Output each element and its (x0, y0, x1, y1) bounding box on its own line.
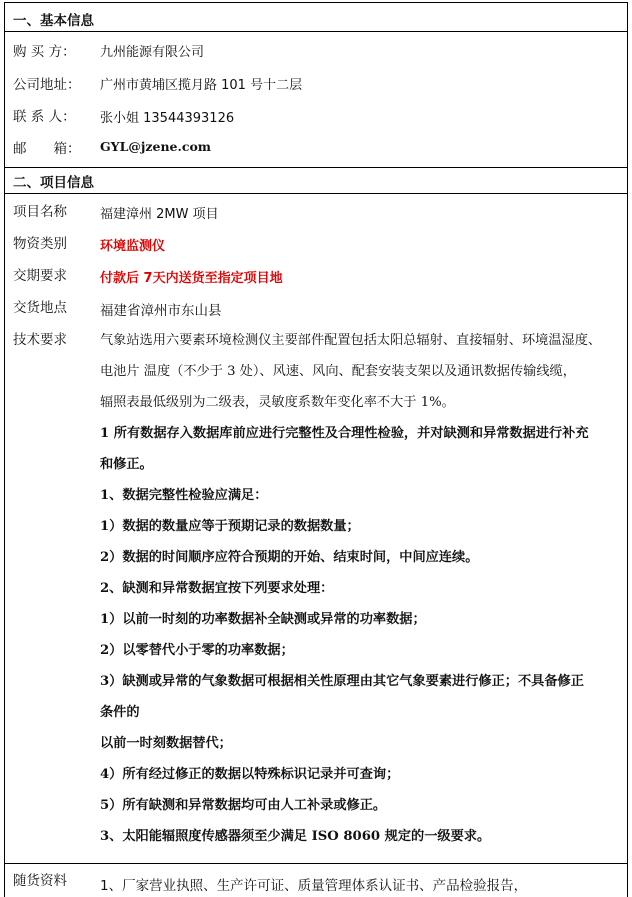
docs-label: 随货资料 (13, 873, 67, 889)
tech-line: 1 所有数据存入数据库前应进行完整性及合理性检验，并对缺测和异常数据进行补充 (100, 426, 589, 441)
tech-line: 3、太阳能辐照度传感器须至少满足 ISO 8060 规定的一级要求。 (100, 829, 491, 844)
tech-line: 4）所有经过修正的数据以特殊标识记录并可查询； (100, 767, 400, 782)
tech-line: 2）以零替代小于零的功率数据； (100, 643, 294, 658)
tech-line: 3）缺测或异常的气象数据可根据相关性原理由其它气象要素进行修正；不具备修正 (100, 674, 584, 689)
divider (5, 863, 627, 864)
tech-line: 2）数据的时间顺序应符合预期的开始、结束时间，中间应连续。 (100, 550, 479, 565)
email-label: 邮 箱： (13, 141, 81, 157)
buyer-label: 购 买 方： (13, 44, 76, 60)
address-label: 公司地址： (13, 77, 81, 93)
contact-value: 张小姐 13544393126 (100, 111, 235, 126)
delivery-place-value: 福建省漳州市东山县 (100, 303, 222, 319)
tech-line: 电池片 温度（不少于 3 处）、风速、风向、配套安装支架以及通讯数据传输线缆， (100, 364, 576, 379)
divider (5, 167, 627, 168)
divider (5, 31, 627, 32)
tech-line: 条件的 (100, 705, 140, 720)
tech-line: 以前一时刻数据替代； (100, 736, 232, 751)
tech-requirements (100, 325, 620, 852)
contact-label: 联 系 人： (13, 109, 76, 125)
divider (5, 193, 627, 194)
tech-label: 技术要求 (13, 332, 67, 348)
category-label: 物资类别 (13, 236, 67, 252)
delivery-req-label: 交期要求 (13, 268, 67, 284)
email-value: GYL@jzene.com (100, 139, 212, 154)
address-value: 广州市黄埔区揽月路 101 号十二层 (100, 78, 303, 93)
delivery-req-value: 付款后 7天内送货至指定项目地 (100, 271, 283, 286)
project-name-value: 福建漳州 2MW 项目 (100, 207, 219, 222)
project-name-label: 项目名称 (13, 204, 67, 220)
section-title-basic: 一、基本信息 (13, 13, 94, 29)
tech-line: 1）数据的数量应等于预期记录的数据数量； (100, 519, 360, 534)
tech-line: 辐照表最低级别为二级表，灵敏度系数年变化率不大于 1%。 (100, 395, 455, 410)
tech-line: 1）以前一时刻的功率数据补全缺测或异常的功率数据； (100, 612, 426, 627)
docs-value: 1、厂家营业执照、生产许可证、质量管理体系认证书、产品检验报告， (100, 878, 528, 894)
tech-line: 1、数据完整性检验应满足： (100, 488, 268, 503)
tech-line: 2、缺测和异常数据宜按下列要求处理： (100, 581, 334, 596)
tech-line: 5）所有缺测和异常数据均可由人工补录或修正。 (100, 798, 387, 813)
category-value: 环境监测仪 (100, 239, 166, 254)
document (4, 2, 628, 897)
tech-line: 和修正。 (100, 457, 153, 472)
tech-line: 气象站选用六要素环境检测仪主要部件配置包括太阳总辐射、直接辐射、环境温湿度、 (100, 333, 602, 348)
buyer-value: 九州能源有限公司 (100, 45, 205, 60)
section-title-project: 二、项目信息 (13, 175, 94, 191)
delivery-place-label: 交货地点 (13, 300, 67, 316)
